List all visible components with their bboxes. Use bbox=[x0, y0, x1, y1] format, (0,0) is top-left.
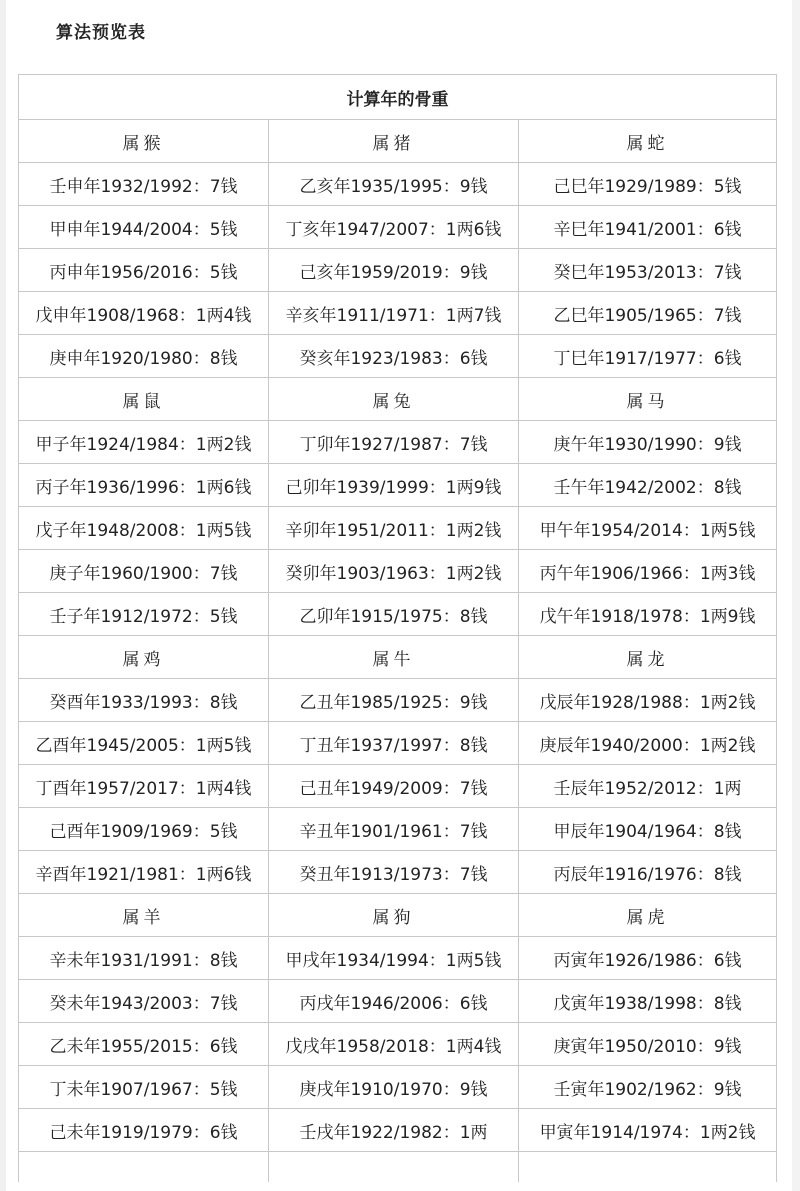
table-title-row bbox=[19, 75, 777, 120]
table-title: 计算年的骨重 bbox=[19, 75, 777, 120]
table-cell: 丙辰年1916/1976：8钱 bbox=[519, 851, 777, 894]
table-cell: 辛未年1931/1991：8钱 bbox=[19, 937, 269, 980]
table-cell: 丁卯年1927/1987：7钱 bbox=[269, 421, 519, 464]
zodiac-header: 属鼠 bbox=[19, 378, 269, 421]
table-row bbox=[19, 249, 777, 292]
table-cell: 丙申年1956/2016：5钱 bbox=[19, 249, 269, 292]
table-row bbox=[19, 292, 777, 335]
table-cell: 甲辰年1904/1964：8钱 bbox=[519, 808, 777, 851]
zodiac-header-row bbox=[19, 120, 777, 163]
table-row bbox=[19, 980, 777, 1023]
table-cell: 乙酉年1945/2005：1两5钱 bbox=[19, 722, 269, 765]
table-cell: 己未年1919/1979：6钱 bbox=[19, 1109, 269, 1152]
table-cell: 丙子年1936/1996：1两6钱 bbox=[19, 464, 269, 507]
table-cell: 辛巳年1941/2001：6钱 bbox=[519, 206, 777, 249]
table-cell: 戊午年1918/1978：1两9钱 bbox=[519, 593, 777, 636]
zodiac-header: 属马 bbox=[519, 378, 777, 421]
table-cell: 己丑年1949/2009：7钱 bbox=[269, 765, 519, 808]
zodiac-header: 属虎 bbox=[519, 894, 777, 937]
table-cell: 丙午年1906/1966：1两3钱 bbox=[519, 550, 777, 593]
table-cell: 丙戌年1946/2006：6钱 bbox=[269, 980, 519, 1023]
table-cell: 丁未年1907/1967：5钱 bbox=[19, 1066, 269, 1109]
table-cell: 丁酉年1957/2017：1两4钱 bbox=[19, 765, 269, 808]
table-cell: 庚辰年1940/2000：1两2钱 bbox=[519, 722, 777, 765]
table-cell: 辛卯年1951/2011：1两2钱 bbox=[269, 507, 519, 550]
zodiac-header-row bbox=[19, 378, 777, 421]
table-cell: 己卯年1939/1999：1两9钱 bbox=[269, 464, 519, 507]
zodiac-header: 属兔 bbox=[269, 378, 519, 421]
table-row bbox=[19, 1066, 777, 1109]
table-cell: 癸卯年1903/1963：1两2钱 bbox=[269, 550, 519, 593]
zodiac-header: 属羊 bbox=[19, 894, 269, 937]
table-cell: 己亥年1959/2019：9钱 bbox=[269, 249, 519, 292]
table-row bbox=[19, 507, 777, 550]
table-row bbox=[19, 722, 777, 765]
zodiac-header: 属牛 bbox=[269, 636, 519, 679]
table-cell: 己酉年1909/1969：5钱 bbox=[19, 808, 269, 851]
table-cell: 甲申年1944/2004：5钱 bbox=[19, 206, 269, 249]
table-cell: 戊寅年1938/1998：8钱 bbox=[519, 980, 777, 1023]
table-row bbox=[19, 851, 777, 894]
table-row bbox=[19, 335, 777, 378]
zodiac-header: 属猴 bbox=[19, 120, 269, 163]
left-edge-strip bbox=[0, 0, 6, 1191]
table-cell: 辛亥年1911/1971：1两7钱 bbox=[269, 292, 519, 335]
zodiac-header: 属狗 bbox=[269, 894, 519, 937]
zodiac-header: 属蛇 bbox=[519, 120, 777, 163]
table-cell: 庚戌年1910/1970：9钱 bbox=[269, 1066, 519, 1109]
table-cell: 庚申年1920/1980：8钱 bbox=[19, 335, 269, 378]
table-cell: 丁亥年1947/2007：1两6钱 bbox=[269, 206, 519, 249]
table-cell: 乙亥年1935/1995：9钱 bbox=[269, 163, 519, 206]
page-title: 算法预览表 bbox=[56, 23, 146, 43]
table-cell: 丙寅年1926/1986：6钱 bbox=[519, 937, 777, 980]
table-cell: 癸未年1943/2003：7钱 bbox=[19, 980, 269, 1023]
table-cell: 甲子年1924/1984：1两2钱 bbox=[19, 421, 269, 464]
table-cell: 庚午年1930/1990：9钱 bbox=[519, 421, 777, 464]
zodiac-header: 属鸡 bbox=[19, 636, 269, 679]
table-cell: 癸丑年1913/1973：7钱 bbox=[269, 851, 519, 894]
table-row bbox=[19, 206, 777, 249]
table-cell-empty bbox=[19, 1152, 269, 1183]
zodiac-header-row bbox=[19, 636, 777, 679]
table-cell: 乙丑年1985/1925：9钱 bbox=[269, 679, 519, 722]
table-cell: 甲午年1954/2014：1两5钱 bbox=[519, 507, 777, 550]
zodiac-header-row bbox=[19, 894, 777, 937]
table-cell: 戊子年1948/2008：1两5钱 bbox=[19, 507, 269, 550]
table-cell: 壬午年1942/2002：8钱 bbox=[519, 464, 777, 507]
table-cell: 壬子年1912/1972：5钱 bbox=[19, 593, 269, 636]
scrollbar-track[interactable] bbox=[792, 0, 800, 1191]
table-cell: 甲寅年1914/1974：1两2钱 bbox=[519, 1109, 777, 1152]
table-cell: 辛丑年1901/1961：7钱 bbox=[269, 808, 519, 851]
table-row bbox=[19, 421, 777, 464]
table-cell: 癸酉年1933/1993：8钱 bbox=[19, 679, 269, 722]
zodiac-header: 属猪 bbox=[269, 120, 519, 163]
table-row bbox=[19, 679, 777, 722]
table-row bbox=[19, 593, 777, 636]
table-row bbox=[19, 1109, 777, 1152]
table-row bbox=[19, 550, 777, 593]
table-cell: 乙巳年1905/1965：7钱 bbox=[519, 292, 777, 335]
table-cell: 戊戌年1958/2018：1两4钱 bbox=[269, 1023, 519, 1066]
table-cell: 壬申年1932/1992：7钱 bbox=[19, 163, 269, 206]
table-row bbox=[19, 765, 777, 808]
table-row bbox=[19, 464, 777, 507]
table-row bbox=[19, 808, 777, 851]
bone-weight-table bbox=[18, 74, 777, 1182]
zodiac-header: 属龙 bbox=[519, 636, 777, 679]
table-cell: 癸亥年1923/1983：6钱 bbox=[269, 335, 519, 378]
table-cell: 癸巳年1953/2013：7钱 bbox=[519, 249, 777, 292]
table-cell: 庚子年1960/1900：7钱 bbox=[19, 550, 269, 593]
table-cell: 壬辰年1952/2012：1两 bbox=[519, 765, 777, 808]
table-cell: 乙卯年1915/1975：8钱 bbox=[269, 593, 519, 636]
table-cell: 甲戌年1934/1994：1两5钱 bbox=[269, 937, 519, 980]
table-cell: 乙未年1955/2015：6钱 bbox=[19, 1023, 269, 1066]
table-row bbox=[19, 1023, 777, 1066]
table-cell: 戊辰年1928/1988：1两2钱 bbox=[519, 679, 777, 722]
table-cell: 壬戌年1922/1982：1两 bbox=[269, 1109, 519, 1152]
table-row-partial bbox=[19, 1152, 777, 1183]
table-cell: 壬寅年1902/1962：9钱 bbox=[519, 1066, 777, 1109]
table-cell: 丁丑年1937/1997：8钱 bbox=[269, 722, 519, 765]
table-row bbox=[19, 937, 777, 980]
table-cell: 庚寅年1950/2010：9钱 bbox=[519, 1023, 777, 1066]
table-row bbox=[19, 163, 777, 206]
table-cell: 辛酉年1921/1981：1两6钱 bbox=[19, 851, 269, 894]
table-cell-empty bbox=[269, 1152, 519, 1183]
table-cell: 丁巳年1917/1977：6钱 bbox=[519, 335, 777, 378]
table-cell: 己巳年1929/1989：5钱 bbox=[519, 163, 777, 206]
table-cell: 戊申年1908/1968：1两4钱 bbox=[19, 292, 269, 335]
table-cell-empty bbox=[519, 1152, 777, 1183]
